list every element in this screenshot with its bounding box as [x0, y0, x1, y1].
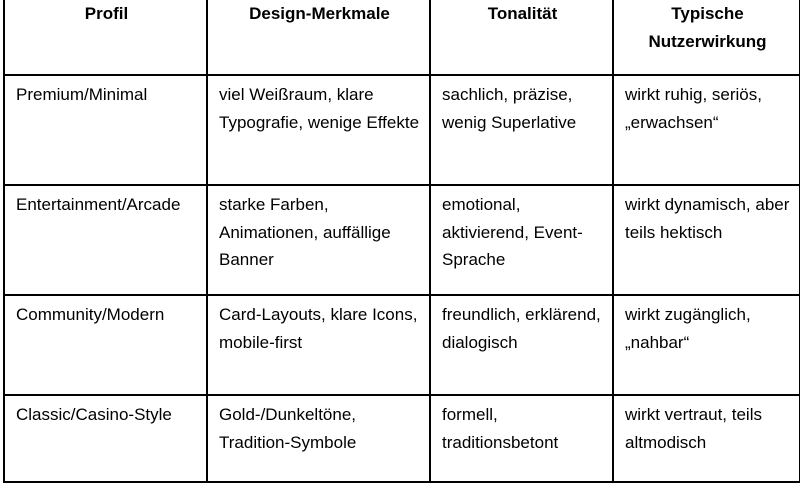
cell-text: sachlich, präzise, wenig Superlative — [442, 85, 577, 132]
table-row — [4, 185, 800, 295]
cell-design-merkmale — [207, 395, 430, 482]
cell-tonalitaet — [430, 395, 613, 482]
cell-tonalitaet — [430, 185, 613, 295]
cell-text: wirkt zugänglich, „nahbar“ — [625, 305, 751, 352]
cell-text: Classic/Casino-Style — [16, 405, 172, 424]
table-row — [4, 75, 800, 185]
cell-profil — [4, 395, 207, 482]
cell-text: Premium/Minimal — [16, 85, 148, 104]
cell-nutzerwirkung — [613, 395, 800, 482]
cell-nutzerwirkung — [613, 185, 800, 295]
cell-text: starke Farben, Animationen, auffällige Banner — [219, 195, 391, 269]
cell-text: wirkt ruhig, seriös, „erwachsen“ — [625, 85, 762, 132]
table-row — [4, 395, 800, 482]
cell-nutzerwirkung — [613, 295, 800, 395]
profile-comparison-table — [3, 0, 800, 483]
cell-design-merkmale — [207, 75, 430, 185]
cell-text: freundlich, erklärend, dialogisch — [442, 305, 601, 352]
cell-profil — [4, 185, 207, 295]
cell-text: emotional, aktivierend, Event-Sprache — [442, 195, 583, 269]
cell-text: formell, traditionsbetont — [442, 405, 559, 452]
cell-profil — [4, 75, 207, 185]
cell-text: viel Weißraum, klare Typografie, wenige Effekte — [219, 85, 420, 132]
table-header-row — [4, 0, 800, 75]
header-tonalitaet: Tonalität — [430, 0, 613, 75]
cell-text: Gold-/Dunkeltöne, Tradition-Symbole — [219, 405, 357, 452]
table-row — [4, 295, 800, 395]
cell-text: Card-Layouts, klare Icons, mobile-first — [219, 305, 418, 352]
header-profil: Profil — [4, 0, 207, 75]
cell-tonalitaet — [430, 295, 613, 395]
cell-text: wirkt vertraut, teils altmodisch — [625, 405, 762, 452]
cell-nutzerwirkung — [613, 75, 800, 185]
cell-tonalitaet — [430, 75, 613, 185]
cell-design-merkmale — [207, 185, 430, 295]
cell-design-merkmale — [207, 295, 430, 395]
cell-text: Entertainment/Arcade — [16, 195, 181, 214]
cell-text: wirkt dynamisch, aber teils hektisch — [625, 195, 790, 242]
header-design-merkmale: Design-Merkmale — [207, 0, 430, 75]
cell-profil — [4, 295, 207, 395]
cell-text: Community/Modern — [16, 305, 165, 324]
header-typische-nutzerwirkung: Typische Nutzerwirkung — [613, 0, 800, 75]
